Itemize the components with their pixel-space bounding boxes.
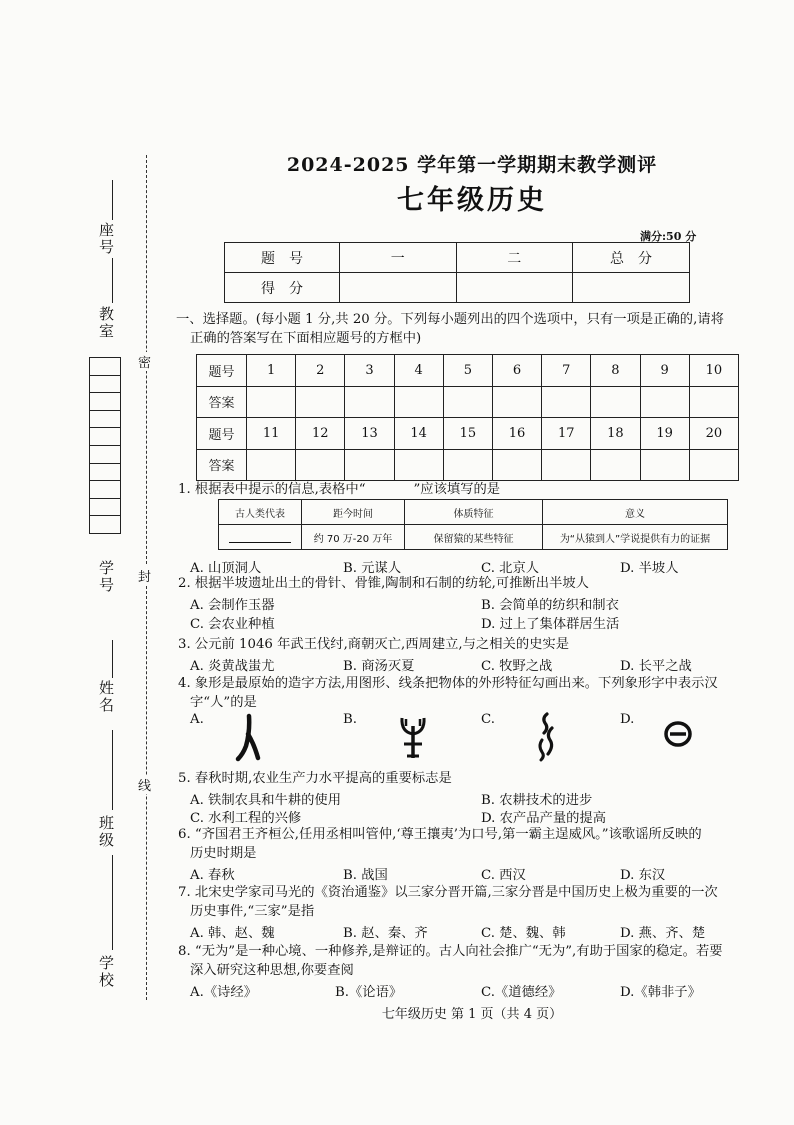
answer-cell[interactable] <box>296 449 345 481</box>
question-number: 17 <box>542 418 591 450</box>
glyph-ri-icon <box>662 718 694 750</box>
question-number: 9 <box>640 355 689 387</box>
q2-stem: 2. 根据半坡遗址出土的骨针、骨锥,陶制和石制的纺轮,可推断出半坡人 <box>178 576 589 591</box>
q8-stem: 8. “无为”是一种心境、一种修养,是辩证的。古人向社会推广“无为”,有助于国家的稳定。若要 <box>178 944 723 959</box>
student-id-label: 学号 <box>97 560 115 594</box>
answer-cell[interactable] <box>345 386 394 418</box>
q2-option-b[interactable]: B. 会简单的纺织和制衣 <box>481 598 619 613</box>
q3-option-b[interactable]: B. 商汤灭夏 <box>343 659 415 674</box>
q1-table-cell <box>219 525 302 550</box>
question-number: 6 <box>492 355 541 387</box>
question-number: 5 <box>443 355 492 387</box>
q1-table-header: 古人类代表 <box>219 500 302 525</box>
q5-stem: 5. 春秋时期,农业生产力水平提高的重要标志是 <box>178 771 452 786</box>
answer-cell[interactable] <box>345 449 394 481</box>
q4-stem-2: 字“人”的是 <box>190 695 257 710</box>
question-number: 14 <box>394 418 443 450</box>
q1-table-cell: 保留猿的某些特征 <box>405 525 543 550</box>
answer-table-label: 答案 <box>197 449 247 481</box>
q5-option-b[interactable]: B. 农耕技术的进步 <box>481 793 593 808</box>
glyph-ren-icon <box>232 712 266 762</box>
q1-option-b[interactable]: B. 元谋人 <box>343 561 402 576</box>
q7-stem-2: 历史事件,“三家”是指 <box>190 904 315 919</box>
q1-table-cell: 为“从猿到人”学说提供有力的证据 <box>543 525 728 550</box>
answer-cell[interactable] <box>542 386 591 418</box>
answer-table-label: 题号 <box>197 418 247 450</box>
q8-option-d[interactable]: D.《韩非子》 <box>620 985 701 1000</box>
score-table-header: 一 <box>340 243 456 273</box>
q1-stem <box>178 481 500 500</box>
answer-cell[interactable] <box>296 386 345 418</box>
score-table-header: 总 分 <box>573 243 690 273</box>
page-footer: 七年级历史 第 1 页（共 4 页） <box>381 1007 563 1022</box>
name-fill-line-2[interactable] <box>112 730 113 810</box>
full-score: 满分:50 分 <box>640 230 697 243</box>
answer-table-label: 答案 <box>197 386 247 418</box>
q4-stem: 4. 象形是最原始的造字方法,用图形、线条把物体的外形特征勾画出来。下列象形字中表示汉 <box>178 676 718 691</box>
q1-info-table <box>218 499 728 550</box>
answer-cell[interactable] <box>591 386 640 418</box>
question-number: 7 <box>542 355 591 387</box>
answer-table <box>196 354 739 481</box>
answer-cell[interactable] <box>394 386 443 418</box>
q5-option-d[interactable]: D. 农产品产量的提高 <box>481 811 607 826</box>
question-number: 16 <box>492 418 541 450</box>
question-number: 12 <box>296 418 345 450</box>
q3-option-d[interactable]: D. 长平之战 <box>620 659 692 674</box>
name-label: 姓名 <box>97 680 115 714</box>
section1-heading-2: 正确的答案写在下面相应题号的方框中) <box>190 331 422 346</box>
q1-table-header: 意义 <box>543 500 728 525</box>
question-number: 20 <box>689 418 738 450</box>
exam-title: 2024-2025 学年第一学期期末教学测评 <box>286 154 658 176</box>
question-number: 1 <box>247 355 296 387</box>
answer-cell[interactable] <box>689 386 738 418</box>
section1-heading: 一、选择题。(每小题 1 分,共 20 分。下列每小题列出的四个选项中，只有一项是正确的,请将 <box>176 312 724 327</box>
question-number: 8 <box>591 355 640 387</box>
q8-stem-2: 深入研究这种思想,你要查阅 <box>190 963 354 978</box>
seal-char-mi: 密 <box>138 352 151 371</box>
score-cell[interactable] <box>456 273 572 303</box>
question-number: 19 <box>640 418 689 450</box>
q4-option-c[interactable]: C. <box>481 712 495 727</box>
q8-option-c[interactable]: C.《道德经》 <box>481 985 562 1000</box>
question-number: 13 <box>345 418 394 450</box>
question-number: 11 <box>247 418 296 450</box>
answer-cell[interactable] <box>394 449 443 481</box>
q1-option-c[interactable]: C. 北京人 <box>481 561 540 576</box>
question-number: 3 <box>345 355 394 387</box>
class-label: 班级 <box>97 815 115 849</box>
classroom-fill-line[interactable] <box>112 258 113 303</box>
q6-option-a[interactable]: A. 春秋 <box>190 868 235 883</box>
q1-table-header: 体质特征 <box>405 500 543 525</box>
q6-option-c[interactable]: C. 西汉 <box>481 868 526 883</box>
q6-stem-2: 历史时期是 <box>190 846 257 861</box>
seat-label: 座号 <box>97 222 115 256</box>
q4-option-b[interactable]: B. <box>343 712 357 727</box>
q7-option-c[interactable]: C. 楚、魏、韩 <box>481 926 566 941</box>
q4-option-d[interactable]: D. <box>620 712 635 727</box>
answer-cell[interactable] <box>492 449 541 481</box>
q2-option-a[interactable]: A. 会制作玉器 <box>190 598 275 613</box>
q6-option-b[interactable]: B. 战国 <box>343 868 388 883</box>
q1-option-a[interactable]: A. 山顶洞人 <box>190 561 262 576</box>
answer-cell[interactable] <box>443 449 492 481</box>
q7-option-a[interactable]: A. 韩、赵、魏 <box>190 926 275 941</box>
score-table-header: 二 <box>456 243 572 273</box>
seat-fill-line[interactable] <box>112 180 113 220</box>
answer-table-label: 题号 <box>197 355 247 387</box>
q5-option-c[interactable]: C. 水利工程的兴修 <box>190 811 302 826</box>
q4-option-a[interactable]: A. <box>190 712 204 727</box>
score-cell[interactable] <box>573 273 690 303</box>
q5-option-a[interactable]: A. 铁制农具和牛耕的使用 <box>190 793 342 808</box>
score-cell[interactable] <box>340 273 456 303</box>
seal-char-feng: 封 <box>138 566 151 585</box>
school-label: 学校 <box>97 955 115 989</box>
score-row-label: 得 分 <box>225 273 340 303</box>
q8-option-b[interactable]: B.《论语》 <box>335 985 403 1000</box>
q7-stem: 7. 北宋史学家司马光的《资治通鉴》以三家分晋开篇,三家分晋是中国历史上极为重要的一次 <box>178 885 718 900</box>
answer-cell[interactable] <box>247 449 296 481</box>
q1-blank <box>366 481 414 500</box>
seal-char-xian: 线 <box>138 775 151 794</box>
q6-option-d[interactable]: D. 东汉 <box>620 868 666 883</box>
score-table-header: 题 号 <box>225 243 340 273</box>
score-table <box>224 242 690 303</box>
student-id-grid[interactable] <box>89 357 121 534</box>
class-fill-line[interactable] <box>112 855 113 950</box>
answer-cell[interactable] <box>640 386 689 418</box>
answer-cell[interactable] <box>591 449 640 481</box>
exam-subject: 七年级历史 <box>397 185 547 216</box>
q7-option-b[interactable]: B. 赵、秦、齐 <box>343 926 428 941</box>
q3-option-a[interactable]: A. 炎黄战蚩尤 <box>190 659 275 674</box>
name-fill-line[interactable] <box>112 640 113 678</box>
q3-option-c[interactable]: C. 牧野之战 <box>481 659 553 674</box>
q1-stem-b: ”应该填写的是 <box>413 482 501 497</box>
q6-stem: 6. “齐国君王齐桓公,任用丞相叫管仲,‘尊王攘夷’为口号,第一霸主逞威风。”该歌谣所反映的 <box>178 827 702 842</box>
answer-cell[interactable] <box>689 449 738 481</box>
q7-option-d[interactable]: D. 燕、齐、楚 <box>620 926 706 941</box>
q1-table-cell: 约 70 万-20 万年 <box>302 525 405 550</box>
question-number: 15 <box>443 418 492 450</box>
q1-option-d[interactable]: D. 半坡人 <box>620 561 679 576</box>
glyph-b-icon <box>395 712 431 762</box>
classroom-label: 教室 <box>97 306 115 340</box>
glyph-c-icon <box>533 710 563 762</box>
question-number: 10 <box>689 355 738 387</box>
answer-cell[interactable] <box>492 386 541 418</box>
answer-cell[interactable] <box>542 449 591 481</box>
q2-option-c[interactable]: C. 会农业种植 <box>190 617 275 632</box>
q3-stem: 3. 公元前 1046 年武王伐纣,商朝灭亡,西周建立,与之相关的史实是 <box>178 637 570 652</box>
answer-cell[interactable] <box>247 386 296 418</box>
q2-option-d[interactable]: D. 过上了集体群居生活 <box>481 617 620 632</box>
q1-table-header: 距今时间 <box>302 500 405 525</box>
answer-cell[interactable] <box>443 386 492 418</box>
question-number: 18 <box>591 418 640 450</box>
question-number: 4 <box>394 355 443 387</box>
answer-cell[interactable] <box>640 449 689 481</box>
q1-stem-a: 1. 根据表中提示的信息,表格中“ <box>178 482 366 497</box>
question-number: 2 <box>296 355 345 387</box>
q1-table-blank <box>229 531 291 543</box>
q8-option-a[interactable]: A.《诗经》 <box>190 985 258 1000</box>
